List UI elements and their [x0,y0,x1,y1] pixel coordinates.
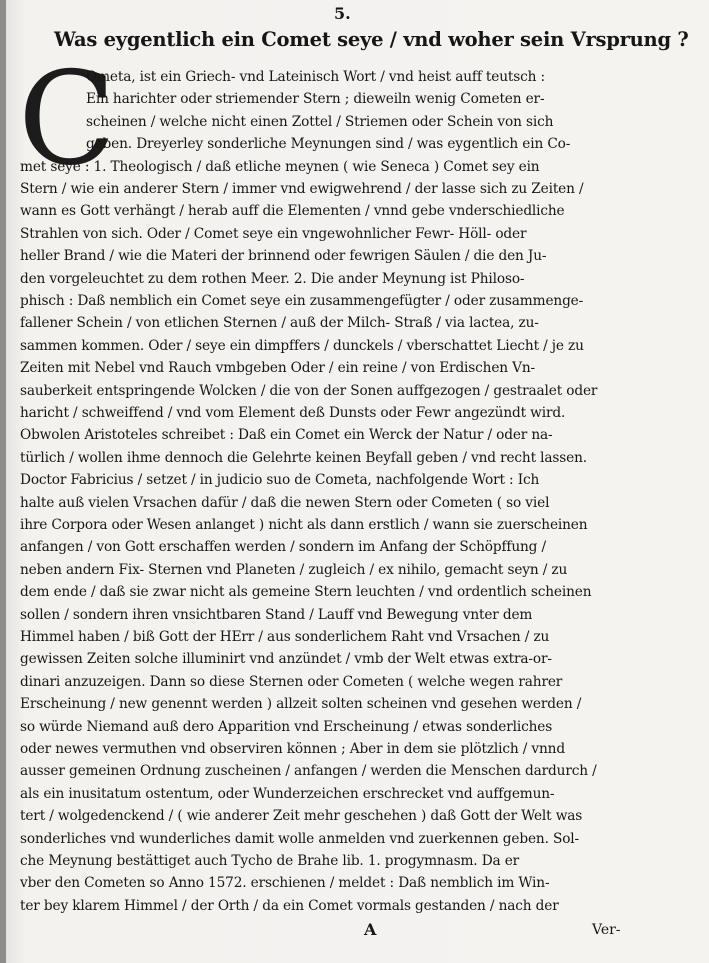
drop-capital: C [18,45,116,194]
text-line: so würde Niemand auß dero Apparition vnd Erscheinung / etwas sonderliches [20,718,553,735]
text-line: halte auß vielen Vrsachen dafür / daß die newen Stern oder Cometen ( so viel [20,494,550,511]
text-line: sammen kommen. Oder / seye ein dimpffers / dunckels / vberschattet Liecht / je zu [20,337,584,354]
text-line: geben. Dreyerley sonderliche Meynungen sind / was eygentlich ein Co- [86,136,571,153]
catchword: Ver- [592,922,621,938]
text-line: Erscheinung / new genennt werden ) allzeit solten scheinen vnd gesehen werden / [20,696,582,713]
text-line: neben andern Fix- Sternen vnd Planeten / zugleich / ex nihilo, gemacht seyn / zu [20,561,568,578]
text-line: Obwolen Aristoteles schreibet : Daß ein Comet ein Werck der Natur / oder na- [20,427,553,444]
text-line: gewissen Zeiten solche illuminirt vnd anzündet / vmb der Welt etwas extra-or- [20,651,552,668]
text-line: phisch : Daß nemblich ein Comet seye ein zusammengefügter / oder zusammenge- [20,293,584,309]
text-line: ausser gemeinen Ordnung zuscheinen / anfangen / werden die Menschen dardurch / [20,763,597,780]
text-line: den vorgeleuchtet zu dem rothen Meer. 2. Die ander Meynung ist Philoso- [20,270,525,287]
text-line: heller Brand / wie die Materi der brinnend oder fewrigen Säulen / die den Ju- [20,248,547,265]
text-line: fallener Schein / von etlichen Sternen / auß der Milch- Straß / via lactea, zu- [20,315,539,332]
chapter-heading: Was eygentlich ein Comet seye / vnd woher sein Vrsprung ? [54,28,689,51]
text-line: Doctor Fabricius / setzet / in judicio suo de Cometa, nachfolgende Wort : Ich [20,472,540,489]
text-line: dem ende / daß sie zwar nicht als gemeine Stern leuchten / vnd ordentlich scheinen [20,584,592,601]
text-line: dinari anzuzeigen. Dann so diese Sternen oder Cometen ( welche wegen rahrer [20,673,563,690]
page-number: 5. [334,4,351,23]
text-line: Ometa, ist ein Griech- vnd Lateinisch Wort / vnd heist auff teutsch : [86,69,545,85]
text-line: sonderliches vnd wunderliches damit wolle anmelden vnd zuerkennen geben. Sol- [20,830,580,847]
text-line: sollen / sondern ihren vnsichtbaren Stand / Lauff vnd Bewegung vnter dem [20,606,533,623]
text-line: anfangen / von Gott erschaffen werden / sondern im Anfang der Schöpffung / [20,539,546,556]
text-line: ter bey klarem Himmel / der Orth / da ein Comet vormals gestanden / nach der [20,897,559,914]
text-line: met seye : 1. Theologisch / daß etliche meynen ( wie Seneca ) Comet sey ein [20,158,540,175]
text-line: Stern / wie ein anderer Stern / immer vnd ewigwehrend / der lasse sich zu Zeiten / [20,181,584,197]
text-line: Ein harichter oder striemender Stern ; dieweiln wenig Cometen er- [86,91,545,108]
text-line: haricht / schweiffend / vnd vom Element deß Dunsts oder Fewr angezündt wird. [20,405,566,421]
signature-mark: A [364,920,377,939]
text-line: wann es Gott verhängt / herab auff die Elementen / vnnd gebe vnderschiedliche [20,203,565,220]
text-line: türlich / wollen ihme dennoch die Gelehrte keinen Beyfall geben / vnd recht lassen. [20,449,587,466]
text-line: Himmel haben / biß Gott der HErr / aus sonderlichem Raht vnd Vrsachen / zu [20,629,550,645]
binding-edge [0,0,6,963]
text-line: tert / wolgedenckend / ( wie anderer Zeit mehr geschehen ) daß Gott der Welt was [20,808,583,825]
text-line: sauberkeit entspringende Wolcken / die von der Sonen auffgezogen / gestraalet oder [20,382,598,399]
text-line: vber den Cometen so Anno 1572. erschienen / meldet : Daß nemblich im Win- [20,875,550,892]
text-line: Zeiten mit Nebel vnd Rauch vmbgeben Oder / ein reine / von Erdischen Vn- [20,360,536,377]
text-line: als ein inusitatum ostentum, oder Wunderzeichen erschrecket vnd auffgemun- [20,785,555,802]
text-line: Strahlen von sich. Oder / Comet seye ein vngewohnlicher Fewr- Höll- oder [20,225,527,242]
text-line: ihre Corpora oder Wesen anlanget ) nicht als dann erstlich / wann sie zuerscheinen [20,517,588,533]
text-line: che Meynung bestättiget auch Tycho de Brahe lib. 1. progymnasm. Da er [20,853,520,869]
text-line: oder newes vermuthen vnd observiren können ; Aber in dem sie plötzlich / vnnd [20,741,565,757]
text-line: scheinen / welche nicht einen Zottel / Striemen oder Schein von sich [86,113,554,130]
